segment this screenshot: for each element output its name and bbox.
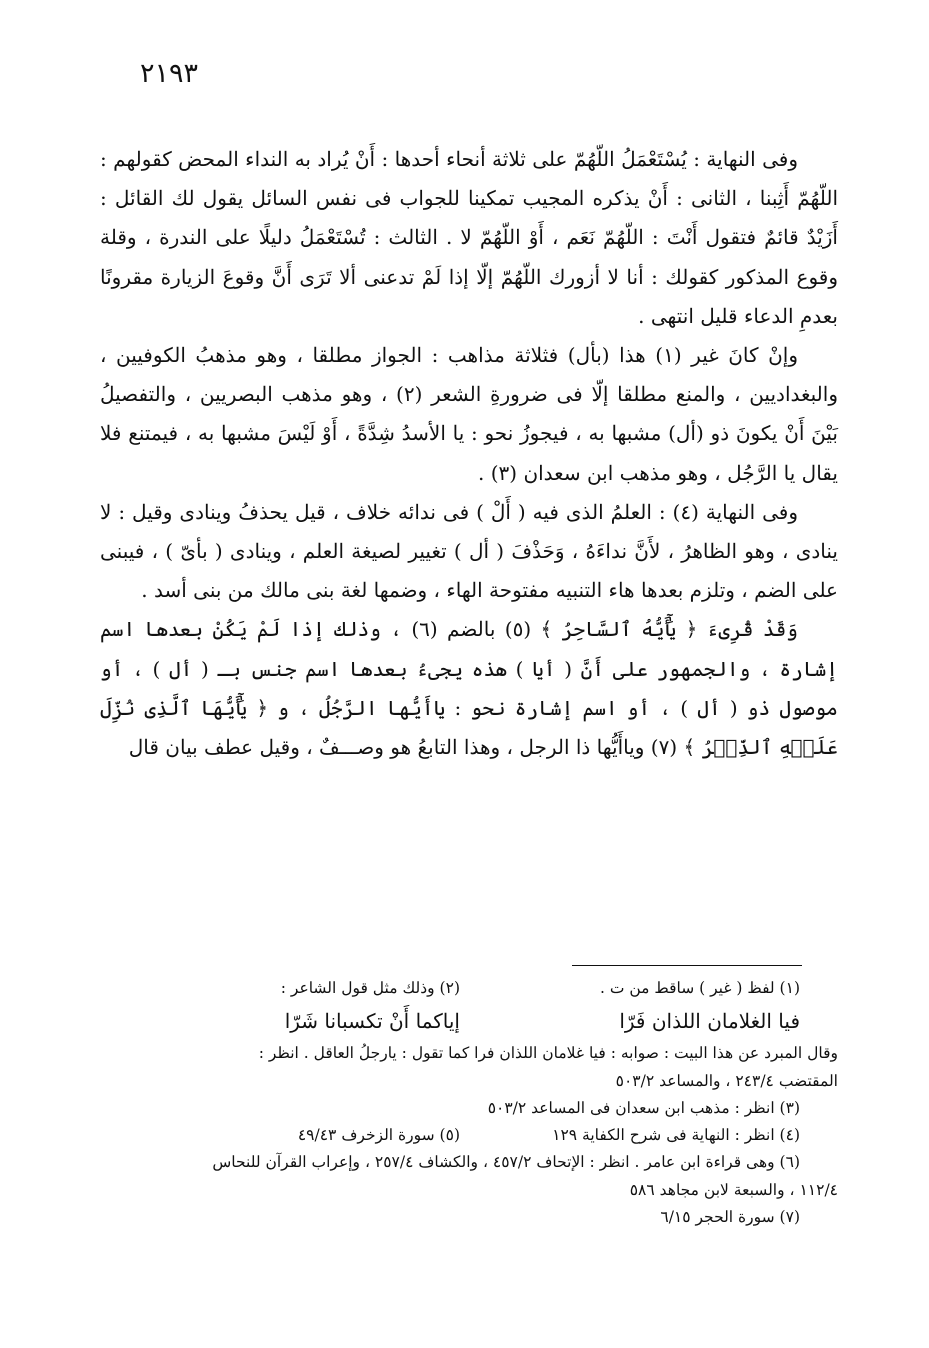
paragraph: وفى النهاية (٤) : العلمُ الذى فيه ( أَلْ ) فى ندائه خلاف ، قيل يحذفُ وينادى وقيل : لا ينادى ، وهو الظاهرُ ، لأَنَّ نداءَهُ ، وَحَذْفَ ( أل ) تغيير لصيغة العلم ، وينادى ( بأىّ ) ، فيبنى على الضم ، وتلزم بعدها هاء التنبيه مفتوحة الهاء ، وضمها لغة بنى مالك من بنى أسد . [100, 499, 838, 603]
footnotes [90, 975, 838, 1231]
main-text [100, 140, 838, 767]
footnote-6-cont: ١١٢/٤ ، والسبعة لابن مجاهد ٥٨٦ [629, 1180, 838, 1199]
verse-second-hemistich: إياكما أَنْ تكسبانا شَرّا [284, 1009, 460, 1034]
footnote-5: (٥) سورة الزخرف ٤٩/٤٣ [297, 1126, 460, 1145]
footnote-row [90, 975, 838, 1002]
footnote-2: (٢) وذلك مثل قول الشاعر : [280, 979, 460, 997]
footnote-2-note-cont: المقتضب ٢٤٣/٤ ، والمساعد ٥٠٣/٢ [615, 1071, 838, 1090]
poetry-verse [90, 1002, 838, 1040]
footnote-3: (٣) انظر : مذهب ابن سعدان فى المساعد ٥٠٣/٢ [487, 1098, 800, 1117]
footnote-2-note: وقال المبرد عن هذا البيت : صوابه : فيا غلامان اللذان فرا كما تقول : يارجلُ العاقل . انظر : [258, 1044, 838, 1063]
footnote-row [90, 1122, 838, 1149]
footnote-1: (١) لفظ ( غير ) ساقط من ت . [599, 979, 800, 997]
footnote-separator [572, 965, 802, 966]
paragraph: وإنْ كانَ غير (١) هذا (بأل) فثلاثة مذاهب : الجواز مطلقا ، وهو مذهبُ الكوفيين ، والبغداديين ، والمنع مطلقا إلّا فى ضرورةِ الشعر (٢) ، وهو مذهب البصريين ، والتفصيلُ بَيْنَ أَنْ يكونَ ذو (أل) مشبها به ، فيجوزُ نحو : يا الأسدُ شِدَّةً ، أَوْ لَيْسَ مشبها به ، فيمتنع فلا يقال يا الرَّجُل ، وهو مذهب ابن سعدان (٣) . [100, 343, 838, 485]
footnote-4: (٤) انظر : النهاية فى شرح الكفاية ١٢٩ [552, 1126, 800, 1145]
paragraph: وفى النهاية : يُسْتَعْمَلُ اللّهُمّ على ثلاثة أنحاء أحدها : أَنْ يُراد به النداء المحض كقولهم : اللّهُمّ أَثِبنا ، الثانى : أَنْ يذكره المجيب تمكينا للجواب فى نفس السائل يقول لك القائل : أَزَيْدٌ قائمٌ فتقول أَنْتَ : اللّهُمّ نَعَم ، أَوْ اللّهُمّ لا . الثالث : تُسْتَعْمَلُ دليلًا على الندرة ، وقلة وقوع المذكور كقولك : أنا لا أزورك اللّهُمّ إلّا إذا لَمْ تدعنى ألا تَرَى أَنَّ وقوعَ الزيارة مقرونًا بعدمِ الدعاء قليل انتهى . [100, 147, 838, 328]
footnote-6: (٦) وهى قراءة ابن عامر . انظر : الإتحاف ٤٥٧/٢ ، والكشاف ٢٥٧/٤ ، وإعراب القرآن للنحاس [212, 1153, 800, 1172]
verse-first-hemistich: فيا الغلامان اللذان فَرّا [619, 1009, 800, 1034]
page-number: ٢١٩٣ [140, 58, 199, 89]
paragraph: وَقَدْ قُرِىءَ ﴿ يَٰٓأَيُّهُ ٱلسَّاحِرُ ﴾ (٥) بالضم (٦) ، وذلك إذا لَمْ يَكُنْ بعدها اسم إشارة ، والجمهور على أَنَّ ( أيا ) هذه يجىءُ بعدها اسم جنس بـ ( أل ) ، أو موصول ذو ( أل ) ، أو اسم إشارة نحو : ياأَيُّها الرَّجُلُ ، و ﴿ يَٰٓأَيُّهَا ٱلَّذِى نُزِّلَ عَلَيۡهِ ٱلذِّكۡرُ ﴾ (٧) وياأَيُّها ذا الرجل ، وهذا التابعُ هو وصـــفٌ ، وقيل عطف بيان قال [100, 617, 838, 760]
footnote-7: (٧) سورة الحجر ٦/١٥ [660, 1208, 800, 1227]
